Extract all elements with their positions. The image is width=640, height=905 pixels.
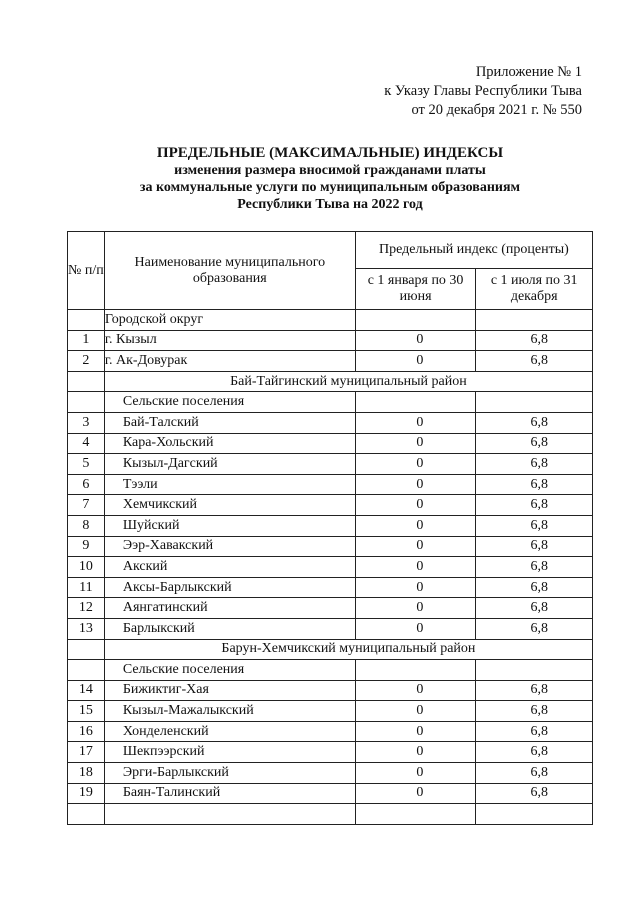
header-period-2: с 1 июля по 31 декабря (476, 269, 593, 310)
index-jan-jun: 0 (355, 515, 476, 536)
municipality-name: Кызыл-Мажалыкский (104, 701, 355, 722)
table-row (68, 454, 593, 475)
header-period-1: с 1 января по 30 июня (355, 269, 476, 310)
index-jan-jun: 0 (355, 618, 476, 639)
empty-cell (104, 804, 355, 825)
municipality-name: Тээли (104, 474, 355, 495)
row-number: 5 (68, 454, 105, 475)
index-jul-dec: 6,8 (476, 701, 593, 722)
table-body (68, 310, 593, 825)
index-jan-jun: 0 (355, 742, 476, 763)
empty-cell (355, 660, 476, 681)
header-limit: Предельный индекс (проценты) (355, 232, 592, 269)
municipality-name: Бижиктиг-Хая (104, 680, 355, 701)
index-jan-jun: 0 (355, 536, 476, 557)
index-jul-dec: 6,8 (476, 763, 593, 784)
empty-cell (355, 310, 476, 331)
index-jan-jun: 0 (355, 474, 476, 495)
index-jan-jun: 0 (355, 598, 476, 619)
district-heading: Барун-Хемчикский муниципальный район (104, 639, 592, 660)
row-number: 10 (68, 557, 105, 578)
row-number: 3 (68, 412, 105, 433)
index-jan-jun: 0 (355, 495, 476, 516)
table-row (68, 742, 593, 763)
municipality-name: Шуйский (104, 515, 355, 536)
table-row (68, 412, 593, 433)
index-jan-jun: 0 (355, 351, 476, 372)
empty-cell (476, 392, 593, 413)
municipality-name: Акский (104, 557, 355, 578)
table-row (68, 680, 593, 701)
row-number: 7 (68, 495, 105, 516)
index-jan-jun: 0 (355, 721, 476, 742)
table-row (68, 763, 593, 784)
table-row (68, 783, 593, 804)
municipality-name: Бай-Талский (104, 412, 355, 433)
index-jul-dec: 6,8 (476, 783, 593, 804)
table-row (68, 598, 593, 619)
empty-cell (68, 371, 105, 392)
municipality-name: Шекпээрский (104, 742, 355, 763)
empty-cell (355, 392, 476, 413)
index-jul-dec: 6,8 (476, 577, 593, 598)
row-number: 1 (68, 330, 105, 351)
row-number: 13 (68, 618, 105, 639)
index-jul-dec: 6,8 (476, 742, 593, 763)
index-jul-dec: 6,8 (476, 557, 593, 578)
empty-cell (355, 804, 476, 825)
municipality-name: Кара-Хольский (104, 433, 355, 454)
municipality-name: Барлыкский (104, 618, 355, 639)
title-line: ПРЕДЕЛЬНЫЕ (МАКСИМАЛЬНЫЕ) ИНДЕКСЫ (156, 145, 504, 161)
empty-cell (68, 639, 105, 660)
empty-cell (476, 804, 593, 825)
row-number: 18 (68, 763, 105, 784)
empty-cell (68, 660, 105, 681)
index-jul-dec: 6,8 (476, 536, 593, 557)
municipality-name: г. Ак-Довурак (104, 351, 355, 372)
empty-row (68, 804, 593, 825)
index-jul-dec: 6,8 (476, 680, 593, 701)
table-row (68, 577, 593, 598)
empty-cell (476, 310, 593, 331)
index-jul-dec: 6,8 (476, 412, 593, 433)
index-table (67, 231, 593, 825)
index-jan-jun: 0 (355, 330, 476, 351)
index-jan-jun: 0 (355, 680, 476, 701)
table-row (68, 618, 593, 639)
index-jul-dec: 6,8 (476, 515, 593, 536)
index-jan-jun: 0 (355, 412, 476, 433)
empty-cell (476, 660, 593, 681)
header-num: № п/п (68, 232, 105, 310)
document-title (60, 145, 600, 213)
municipality-name: Хемчикский (104, 495, 355, 516)
appendix-line: от 20 декабря 2021 г. № 550 (411, 102, 582, 118)
subheading-row (68, 660, 593, 681)
municipality-name: Ээр-Хавакский (104, 536, 355, 557)
index-jul-dec: 6,8 (476, 474, 593, 495)
district-heading: Бай-Тайгинский муниципальный район (104, 371, 592, 392)
row-number: 9 (68, 536, 105, 557)
row-number: 2 (68, 351, 105, 372)
appendix-note (282, 63, 582, 120)
index-jul-dec: 6,8 (476, 330, 593, 351)
municipality-name: Хонделенский (104, 721, 355, 742)
row-number: 19 (68, 783, 105, 804)
municipality-name: Кызыл-Дагский (104, 454, 355, 475)
title-line: Республики Тыва на 2022 год (237, 197, 423, 212)
index-jan-jun: 0 (355, 783, 476, 804)
table-row (68, 701, 593, 722)
table-row (68, 495, 593, 516)
row-number: 16 (68, 721, 105, 742)
municipality-name: Аянгатинский (104, 598, 355, 619)
table-row (68, 536, 593, 557)
row-number: 8 (68, 515, 105, 536)
index-jan-jun: 0 (355, 763, 476, 784)
index-jan-jun: 0 (355, 454, 476, 475)
table-row (68, 721, 593, 742)
table-row (68, 433, 593, 454)
index-jul-dec: 6,8 (476, 433, 593, 454)
row-number: 15 (68, 701, 105, 722)
table-row (68, 557, 593, 578)
appendix-line: к Указу Главы Республики Тыва (384, 83, 582, 99)
municipality-name: Аксы-Барлыкский (104, 577, 355, 598)
index-jan-jun: 0 (355, 557, 476, 578)
title-line: изменения размера вносимой гражданами платы (174, 163, 486, 178)
row-number: 17 (68, 742, 105, 763)
index-jul-dec: 6,8 (476, 721, 593, 742)
row-number: 6 (68, 474, 105, 495)
subheading: Городской округ (104, 310, 355, 331)
municipality-name: Баян-Талинский (104, 783, 355, 804)
row-number: 14 (68, 680, 105, 701)
appendix-line: Приложение № 1 (475, 64, 582, 80)
subheading: Сельские поселения (104, 392, 355, 413)
empty-cell (68, 804, 105, 825)
index-jul-dec: 6,8 (476, 454, 593, 475)
empty-cell (68, 310, 105, 331)
subheading-row (68, 392, 593, 413)
district-heading-row (68, 639, 593, 660)
title-line: за коммунальные услуги по муниципальным образованиям (139, 180, 521, 195)
header-name: Наименование муниципального образования (104, 232, 355, 310)
municipality-name: Эрги-Барлыкский (104, 763, 355, 784)
index-jul-dec: 6,8 (476, 618, 593, 639)
index-jan-jun: 0 (355, 433, 476, 454)
index-jul-dec: 6,8 (476, 598, 593, 619)
index-jul-dec: 6,8 (476, 495, 593, 516)
table-row (68, 351, 593, 372)
table-row (68, 515, 593, 536)
row-number: 12 (68, 598, 105, 619)
index-jul-dec: 6,8 (476, 351, 593, 372)
index-jan-jun: 0 (355, 577, 476, 598)
table-row (68, 474, 593, 495)
district-heading-row (68, 371, 593, 392)
subheading: Сельские поселения (104, 660, 355, 681)
row-number: 11 (68, 577, 105, 598)
municipality-name: г. Кызыл (104, 330, 355, 351)
table-row (68, 330, 593, 351)
row-number: 4 (68, 433, 105, 454)
subheading-row (68, 310, 593, 331)
empty-cell (68, 392, 105, 413)
index-jan-jun: 0 (355, 701, 476, 722)
